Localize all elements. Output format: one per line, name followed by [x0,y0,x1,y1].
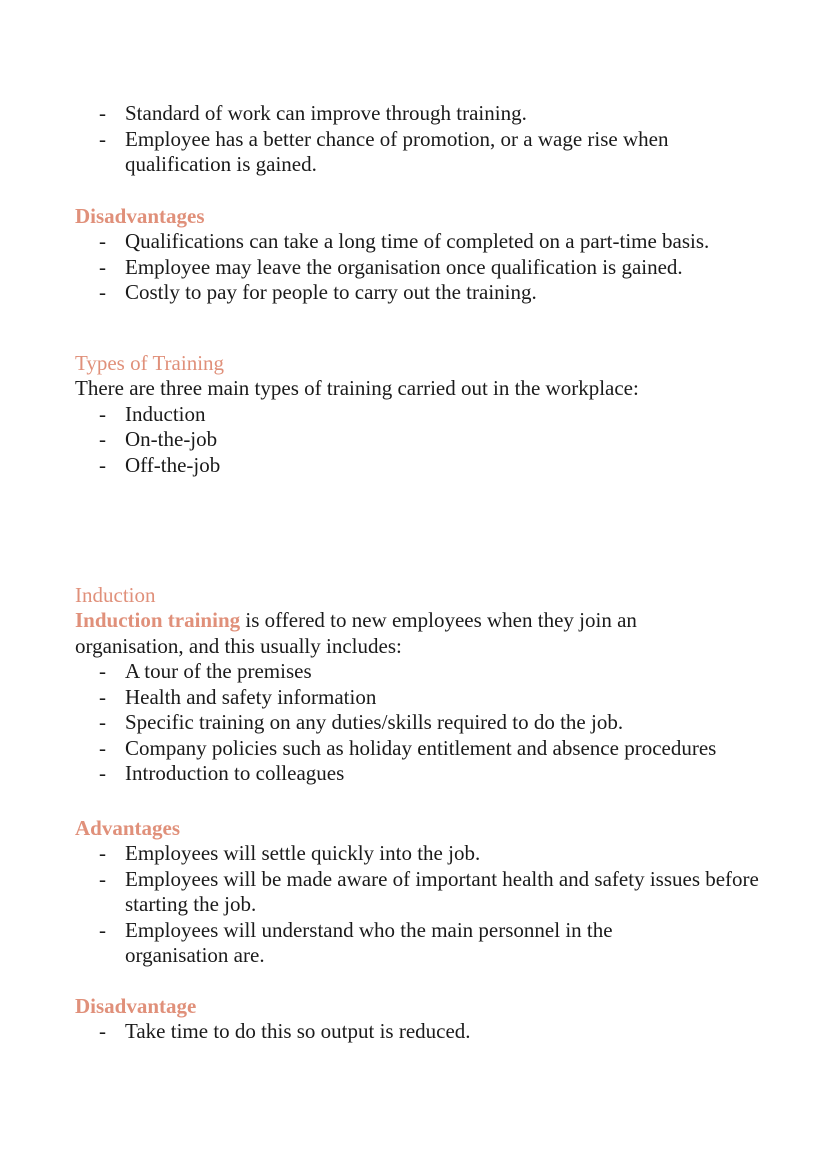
dash-bullet: - [99,917,106,942]
list-item-text: Employee may leave the organisation once qualification is gained. [125,254,683,279]
list-item-text: Specific training on any duties/skills required to do the job. [125,710,624,734]
dash-bullet: - [99,254,106,279]
disadvantages-section [75,203,775,306]
dash-bullet: - [99,710,106,734]
dash-bullet: - [99,452,106,477]
advantages-section [75,815,775,969]
list-item-text: Standard of work can improve through training. [125,101,527,125]
section-heading: Disadvantages [75,204,205,228]
dash-bullet: - [99,427,106,451]
list-item [75,229,775,255]
list-item [75,127,710,178]
types-of-training-section [75,350,775,478]
list-item [75,761,775,787]
list-item [75,1019,775,1045]
induction-term: Induction training [75,608,241,632]
section-heading: Disadvantage [75,994,197,1018]
list-item [75,736,775,762]
list-item-text: Employees will settle quickly into the job. [125,841,481,865]
list-item-text: Take time to do this so output is reduced. [125,1019,471,1043]
list-item-text: Employees will be made aware of important health and safety issues before starting the job. [125,866,759,916]
induction-intro [75,608,675,659]
dash-bullet: - [99,735,106,760]
list-item-text: Induction [125,401,206,426]
top-list [75,101,775,178]
disadvantage-list [75,1019,775,1045]
disadvantages-list [75,229,775,306]
list-item [75,685,775,711]
list-item [75,402,775,428]
list-item-text: Costly to pay for people to carry out the training. [125,280,537,304]
dash-bullet: - [99,280,106,304]
dash-bullet: - [99,841,106,865]
list-item-text: Qualifications can take a long time of completed on a part-time basis. [125,229,710,253]
list-item [75,867,785,918]
list-item-text: Company policies such as holiday entitlement and absence procedures [125,735,717,760]
list-item-text: Employees will understand who the main personnel in the organisation are. [125,917,613,967]
advantages-list [75,841,775,969]
list-item [75,841,775,867]
section-intro: There are three main types of training carried out in the workplace: [75,376,639,400]
list-item [75,710,775,736]
list-item [75,453,775,479]
disadvantage-section [75,993,775,1045]
top-advantages-list-block [75,101,775,178]
list-item-text: A tour of the premises [125,659,312,683]
dash-bullet: - [99,126,106,151]
list-item [75,101,775,127]
section-heading: Induction [75,583,156,607]
list-item-text: On-the-job [125,427,218,451]
types-list [75,402,775,479]
dash-bullet: - [99,229,106,253]
induction-section [75,582,775,787]
dash-bullet: - [99,1019,106,1043]
list-item [75,427,775,453]
dash-bullet: - [99,761,106,785]
dash-bullet: - [99,401,106,426]
list-item [75,280,775,306]
list-item [75,659,775,685]
list-item-text: Introduction to colleagues [125,761,345,785]
dash-bullet: - [99,659,106,683]
dash-bullet: - [99,684,106,709]
list-item-text: Employee has a better chance of promotion, or a wage rise when qualification is gained. [125,126,669,176]
induction-list [75,659,775,787]
induction-intro-text: is offered to new employees when they join an organisation, and this usually includes: [75,608,637,658]
list-item [75,255,775,281]
section-heading: Advantages [75,816,181,840]
list-item-text: Off-the-job [125,452,221,477]
section-heading: Types of Training [75,351,225,375]
dash-bullet: - [99,866,106,891]
list-item [75,918,695,969]
list-item-text: Health and safety information [125,684,377,709]
dash-bullet: - [99,101,106,125]
